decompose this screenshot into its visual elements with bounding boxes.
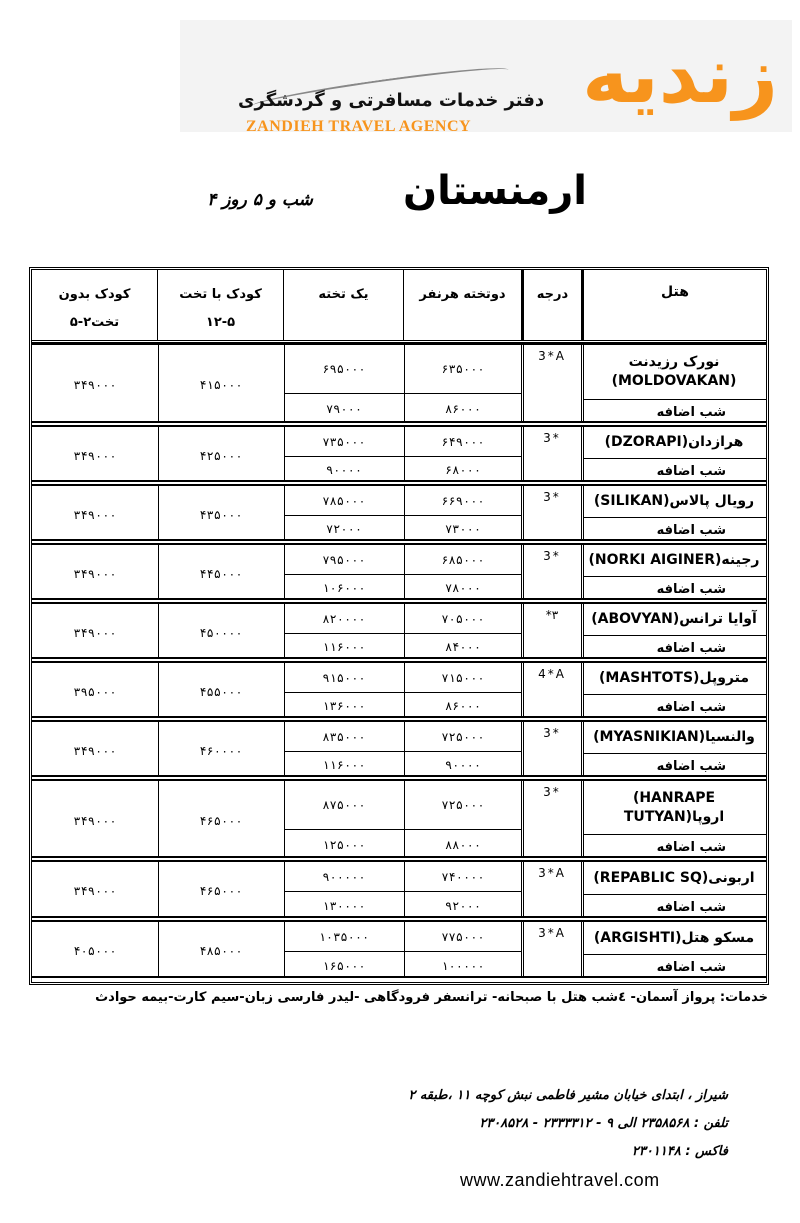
child-bed-price: ۴۵۰۰۰۰ [199,625,243,640]
hotel-name: (DZORAPI)هرازدان [604,434,744,450]
table-row [32,425,766,482]
single-price: ۹۰۰۰۰۰ [322,869,366,884]
phone: تلفن : ۲۳۵۸۵۶۸ الی ۹ - ۲۳۳۳۳۱۲ - ۲۳۰۸۵۲۸ [479,1116,728,1131]
single-extra-price: ۱۱۶۰۰۰ [322,758,366,772]
agency-logo [180,20,792,135]
child-bed-price: ۴۵۵۰۰۰ [199,684,243,699]
hotel-grade: 3* [543,726,561,740]
hotel-grade: 3* [543,785,561,799]
table-row [32,661,766,718]
child-bed-price: ۴۳۵۰۰۰ [199,507,243,522]
child-nobed-price: ۳۴۹۰۰۰ [73,884,117,898]
single-extra-price: ۷۲۰۰۰ [325,522,363,536]
single-price: ۸۲۰۰۰۰ [322,611,366,626]
child-nobed-price: ۳۴۹۰۰۰ [73,813,117,828]
website-link[interactable]: www.zandiehtravel.com [460,1170,660,1190]
double-price: ۶۸۵۰۰۰ [441,552,485,567]
double-price: ۶۴۹۰۰۰ [441,434,485,449]
double-extra-price: ۷۳۰۰۰ [444,522,482,536]
header-child-bed [158,270,284,340]
hotel-grade: 3* [543,490,561,504]
single-extra-price: ۱۱۶۰۰۰ [322,640,366,654]
double-price: ۷۷۵۰۰۰ [441,929,485,944]
header-child-nobed [32,270,158,340]
extra-night-label: شب اضافه [656,522,726,538]
extra-night-label: شب اضافه [656,699,726,715]
single-extra-price: ۱۳۰۰۰۰ [322,898,366,913]
address: شیراز ، ابتدای خیابان مشیر فاطمی نبش کوچه ۱۱ ،طبقه ۲ [408,1088,728,1103]
single-price: ۸۷۵۰۰۰ [322,798,366,812]
single-extra-price: ۹۰۰۰۰ [325,463,363,477]
destination-title: ارمنستان [402,168,588,214]
double-price: ۶۶۹۰۰۰ [441,493,485,508]
double-extra-price: ۱۰۰۰۰۰ [441,958,485,973]
agency-name-fa: دفتر خدمات مسافرتی و گردشگری [238,90,545,111]
double-extra-price: ۶۸۰۰۰ [444,463,482,477]
child-nobed-price: ۳۹۵۰۰۰ [73,684,117,699]
extra-night-label: شب اضافه [656,640,726,656]
single-extra-price: ۱۰۶۰۰۰ [322,581,366,595]
double-extra-price: ۹۲۰۰۰ [444,898,482,913]
double-extra-price: ۸۴۰۰۰ [444,640,482,654]
child-bed-price: ۴۶۵۰۰۰ [199,813,243,828]
hotel-grade: 3*A [538,926,566,940]
header-single [284,270,404,340]
double-price: ۷۰۵۰۰۰ [441,611,485,626]
hotel-name: (MASHTOTS)متروپل [599,670,749,686]
hotel-name: (MYASNIKIAN)والنسیا [593,729,755,745]
hotel-grade: 3*A [538,349,566,363]
double-price: ۷۴۰۰۰۰ [441,869,485,884]
double-extra-price: ۷۸۰۰۰ [444,581,482,595]
extra-night-label: شب اضافه [656,839,726,855]
extra-night-label: شب اضافه [656,959,726,975]
child-bed-price: ۴۶۵۰۰۰ [199,884,243,898]
hotel-grade: 3*A [538,866,566,880]
hotel-grade: 4*A [538,667,566,681]
child-nobed-price: ۳۴۹۰۰۰ [73,507,117,522]
child-bed-price: ۴۶۰۰۰۰ [199,743,243,758]
single-price: ۷۹۵۰۰۰ [322,552,366,567]
table-row [32,343,766,423]
double-extra-price: ۸۶۰۰۰ [444,402,482,416]
single-extra-price: ۷۹۰۰۰ [325,402,363,416]
hotel-name: نورک رزیدنت (MOLDOVAKAN) [611,354,737,389]
hotel-name: (ARGISHTI)مسکو هتل [593,929,755,946]
table-row [32,543,766,600]
header-hotel [582,270,766,340]
header-grade-label: درجه [536,287,569,302]
table-row [32,602,766,659]
header-child-bed-line1: کودک با تخت [179,287,262,302]
double-extra-price: ۹۰۰۰۰ [444,758,482,772]
child-nobed-price: ۴۰۵۰۰۰ [73,944,117,958]
hotel-grade: *۳ [545,608,559,622]
services-note: خدمات: پرواز آسمان- ٤شب هتل با صبحانه- ترانسفر فرودگاهی -لیدر فارسی زبان-سیم کارت-بیمه حوادث [95,990,768,1005]
extra-night-label: شب اضافه [656,404,726,420]
hotel-name: (HANRAPE TUTYAN)اروپا [623,789,725,825]
table-row [32,860,766,918]
double-price: ۶۳۵۰۰۰ [441,362,485,376]
single-extra-price: ۱۲۵۰۰۰ [322,837,366,852]
child-bed-price: ۴۱۵۰۰۰ [199,378,243,392]
single-price: ۹۱۵۰۰۰ [322,670,366,685]
child-bed-price: ۴۴۵۰۰۰ [199,566,243,581]
single-extra-price: ۱۳۶۰۰۰ [322,699,366,713]
extra-night-label: شب اضافه [656,758,726,774]
child-nobed-price: ۳۴۹۰۰۰ [73,566,117,581]
extra-night-label: شب اضافه [656,463,726,479]
single-extra-price: ۱۶۵۰۰۰ [322,958,366,973]
child-bed-price: ۴۸۵۰۰۰ [199,944,243,958]
header-grade [522,270,582,340]
agency-name-en: ZANDIEH TRAVEL AGENCY [246,118,472,135]
double-extra-price: ۸۸۰۰۰ [444,837,482,852]
child-nobed-price: ۳۴۹۰۰۰ [73,743,117,758]
single-price: ۷۳۵۰۰۰ [322,434,366,449]
table-row [32,720,766,777]
table-row [32,484,766,541]
header-hotel-label: هتل [661,284,689,300]
double-price: ۷۲۵۰۰۰ [441,729,485,744]
single-price: ۸۳۵۰۰۰ [322,729,366,744]
fax: فاکس : ۲۳۰۱۱۴۸ [631,1144,728,1159]
double-price: ۷۲۵۰۰۰ [441,798,485,812]
child-nobed-price: ۳۴۹۰۰۰ [73,625,117,640]
double-extra-price: ۸۶۰۰۰ [444,699,482,713]
child-bed-price: ۴۲۵۰۰۰ [199,448,243,463]
extra-night-label: شب اضافه [656,899,726,915]
double-price: ۷۱۵۰۰۰ [441,670,485,685]
single-price: ۷۸۵۰۰۰ [322,493,366,508]
header-child-bed-line2: ۱۲-۵ [205,315,236,330]
table-row [32,779,766,858]
hotel-name: (NORKI AIGINER)رجینه [588,552,760,568]
tour-duration: ۴ شب و ۵ روز [207,190,313,210]
header-double [404,270,522,340]
hotel-name: (REPABLIC SQ)اربونی [593,869,755,886]
hotel-grade: 3* [543,549,561,563]
header-child-nobed-line1: کودک بدون [58,287,131,302]
hotel-name: (ABOVYAN)آوایا ترانس [591,611,757,627]
child-nobed-price: ۳۴۹۰۰۰ [73,448,117,463]
logo-wordmark: زندیه [582,31,778,121]
header-double-label: دوتخته هرنفر [419,287,506,302]
single-price: ۶۹۵۰۰۰ [322,362,366,376]
header-single-label: یک تخته [318,287,369,302]
hotel-name: (SILIKAN)رویال پالاس [593,493,755,509]
table-row [32,920,766,978]
single-price: ۱۰۳۵۰۰۰ [318,929,370,944]
price-table [29,267,769,985]
extra-night-label: شب اضافه [656,581,726,597]
child-nobed-price: ۳۴۹۰۰۰ [73,378,117,392]
hotel-grade: 3* [543,431,561,445]
header-child-nobed-line2: تخت۲-۵ [69,315,120,330]
